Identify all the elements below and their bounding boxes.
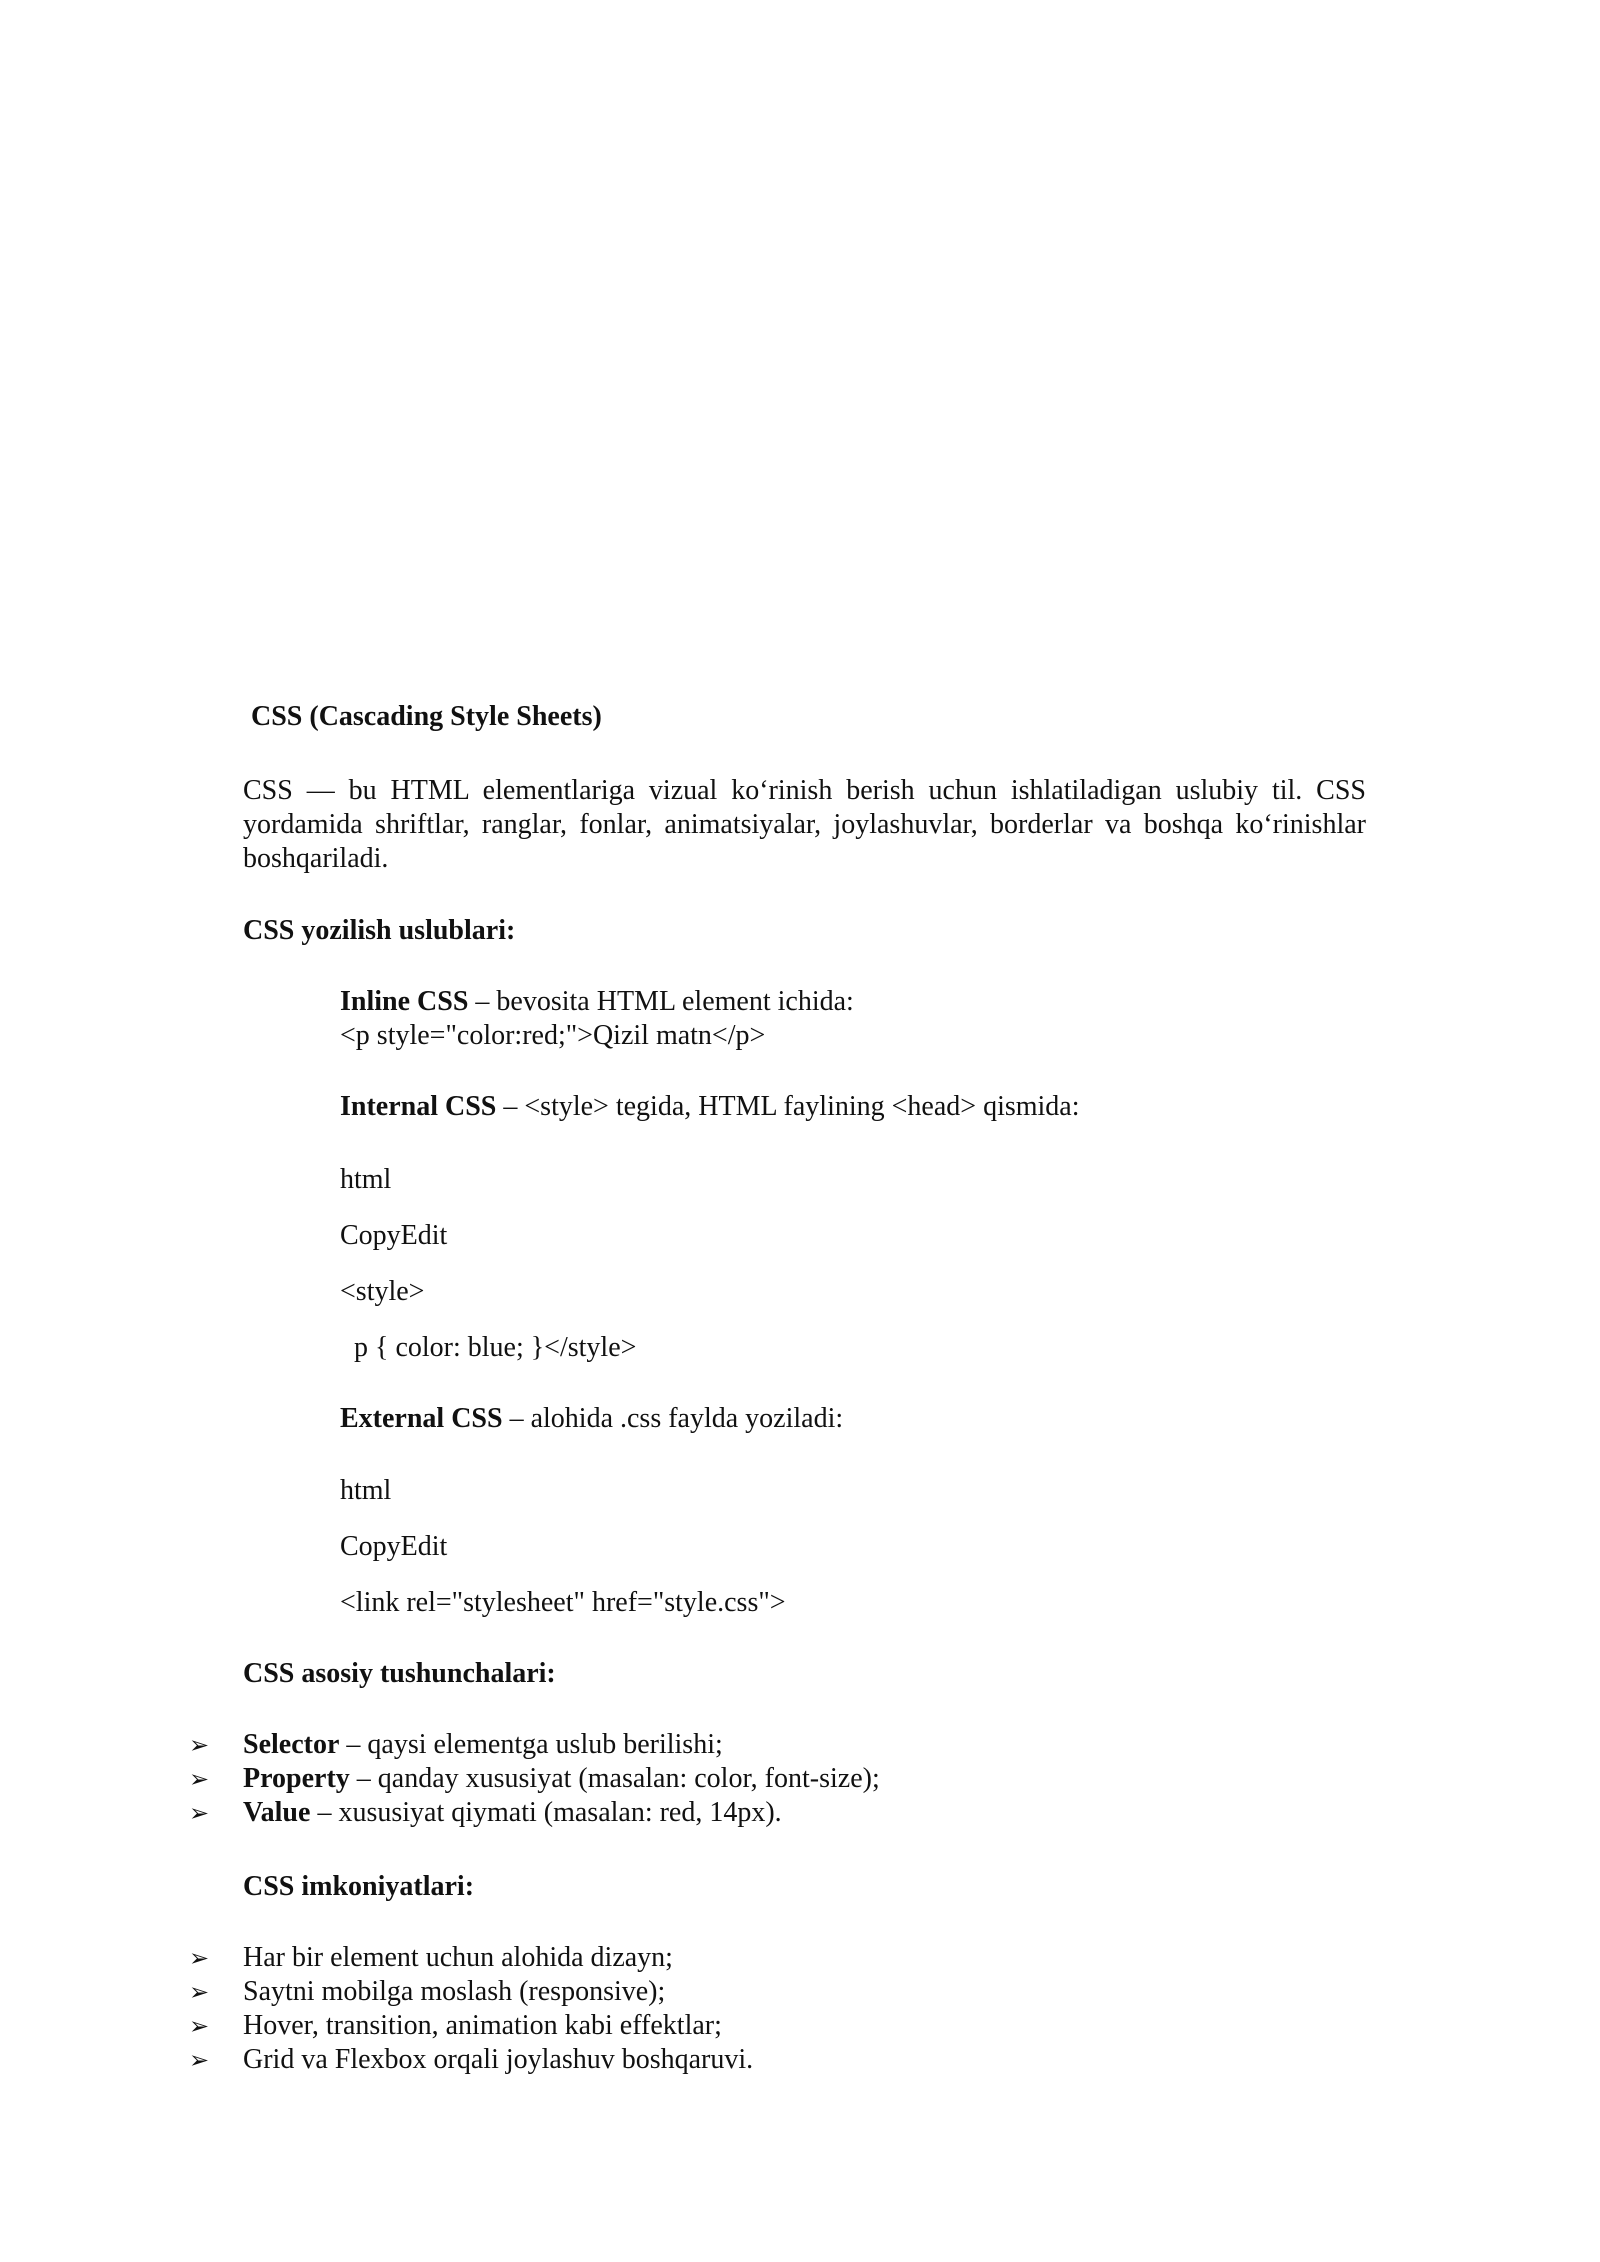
concept-desc: – xususiyat qiymati (masalan: red, 14px). — [310, 1797, 782, 1828]
arrowhead-bullet-icon: ➢ — [188, 1765, 210, 1793]
internal-css-line — [340, 1090, 1080, 1124]
internal-css-label: Internal CSS — [340, 1091, 497, 1122]
page-title: CSS (Cascading Style Sheets) — [251, 701, 602, 732]
list-item: Hover, transition, animation kabi effektlar; — [243, 2010, 722, 2041]
inline-css-label: Inline CSS — [340, 986, 469, 1017]
external-code-lang: html — [340, 1475, 392, 1506]
external-css-label: External CSS — [340, 1403, 503, 1434]
concept-term: Selector — [243, 1729, 340, 1760]
external-code-line: <link rel="stylesheet" href="style.css"> — [340, 1587, 786, 1618]
inline-css-line — [340, 985, 854, 1019]
list-item — [243, 1796, 782, 1830]
internal-code-line-1: <style> — [340, 1276, 425, 1307]
list-item — [243, 1728, 723, 1762]
list-item: Saytni mobilga moslash (responsive); — [243, 1976, 666, 2007]
features-heading: CSS imkoniyatlari: — [243, 1871, 475, 1902]
concept-desc: – qanday xususiyat (masalan: color, font-size); — [349, 1763, 880, 1794]
list-item: Grid va Flexbox orqali joylashuv boshqaruvi. — [243, 2044, 754, 2075]
list-item: Har bir element uchun alohida dizayn; — [243, 1942, 673, 1973]
arrowhead-bullet-icon: ➢ — [188, 1799, 210, 1827]
arrowhead-bullet-icon: ➢ — [188, 1731, 210, 1759]
concepts-heading: CSS asosiy tushunchalari: — [243, 1658, 556, 1689]
internal-css-desc: – <style> tegida, HTML faylining <head> qismida: — [496, 1091, 1080, 1122]
concept-term: Property — [243, 1763, 350, 1794]
methods-heading: CSS yozilish uslublari: — [243, 915, 516, 946]
internal-copy-edit: CopyEdit — [340, 1220, 448, 1251]
concept-term: Value — [243, 1797, 311, 1828]
arrowhead-bullet-icon: ➢ — [188, 2012, 210, 2040]
list-item — [243, 1762, 880, 1796]
intro-paragraph: CSS — bu HTML elementlariga vizual ko‘rinish berish uchun ishlatiladigan uslubiy til. CSS yordamida shriftlar, ranglar, fonlar, animatsiyalar, joylashuvlar, borderlar va boshqa ko‘rinishlar boshqariladi. — [243, 775, 1366, 874]
external-css-desc: – alohida .css faylda yoziladi: — [502, 1403, 844, 1434]
internal-code-line-2: p { color: blue; }</style> — [340, 1332, 637, 1363]
arrowhead-bullet-icon: ➢ — [188, 1944, 210, 1972]
arrowhead-bullet-icon: ➢ — [188, 1978, 210, 2006]
inline-css-desc: – bevosita HTML element ichida: — [468, 986, 854, 1017]
internal-code-lang: html — [340, 1164, 392, 1195]
arrowhead-bullet-icon: ➢ — [188, 2046, 210, 2074]
concept-desc: – qaysi elementga uslub berilishi; — [339, 1729, 723, 1760]
external-css-line — [340, 1402, 843, 1436]
external-copy-edit: CopyEdit — [340, 1531, 448, 1562]
inline-css-code: <p style="color:red;">Qizil matn</p> — [340, 1020, 766, 1051]
